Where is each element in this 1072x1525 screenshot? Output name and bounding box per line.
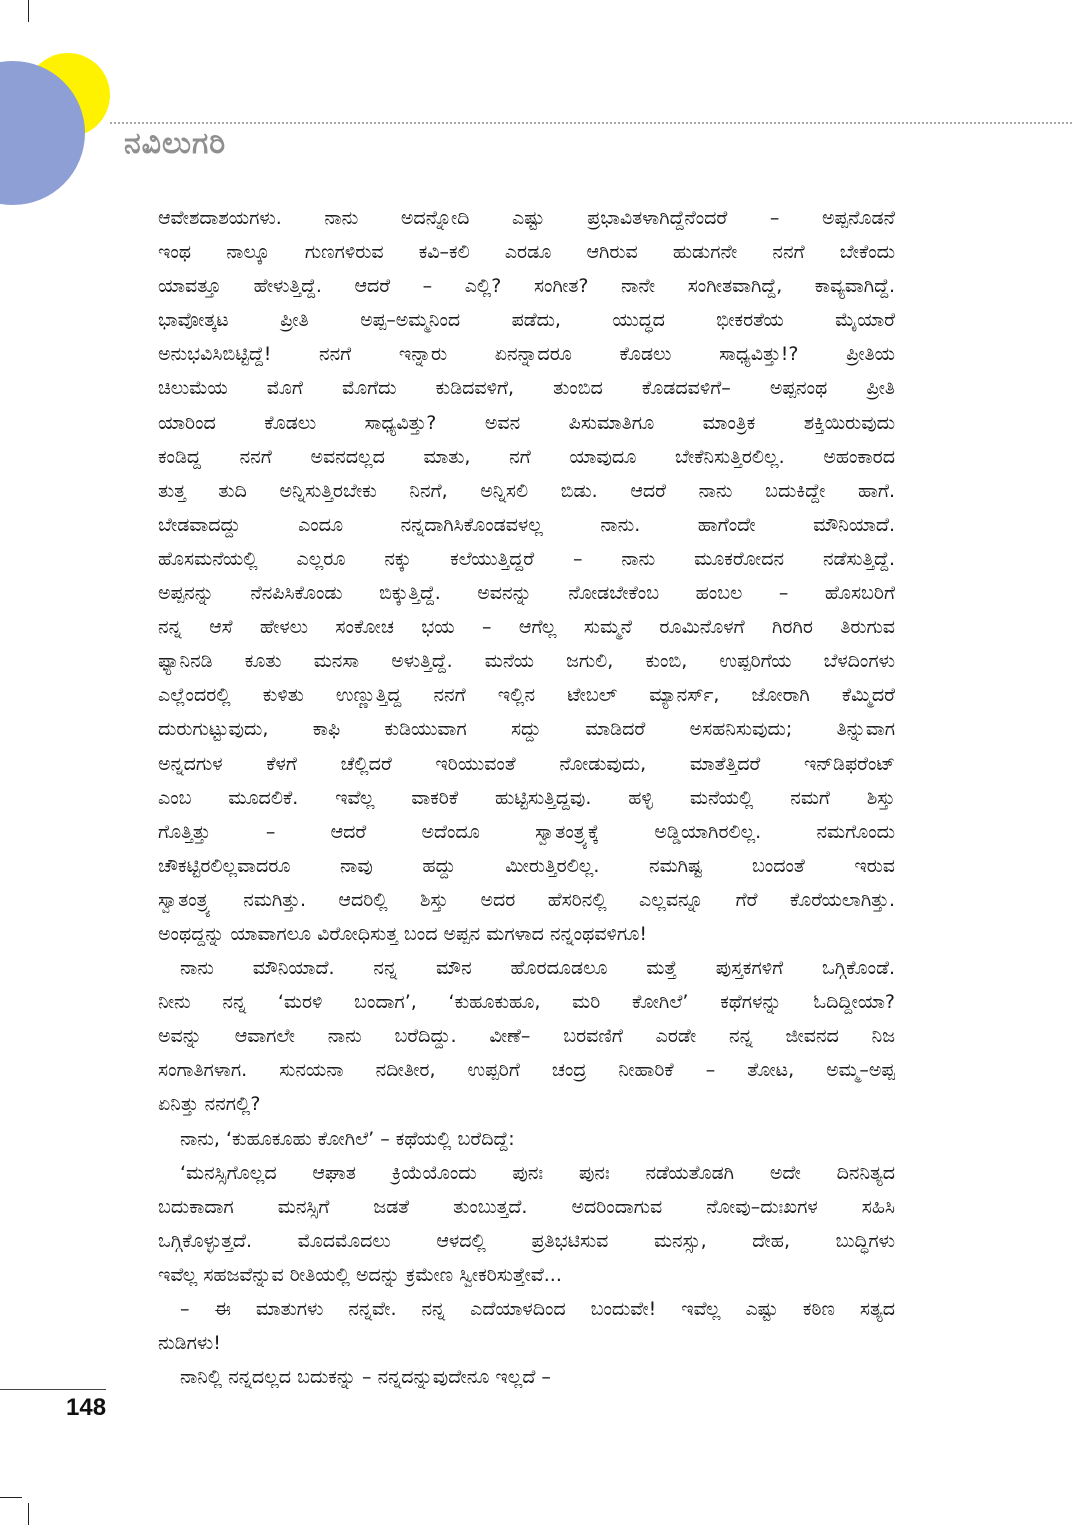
text-line: ಆವೇಶದಾಶಯಗಳು. ನಾನು ಅದನ್ನೋದಿ ಎಷ್ಟು ಪ್ರಭಾವಿತಳಾಗಿದ್ದೆನೆಂದರೆ – ಅಪ್ಪನೊಡನೆ [158, 207, 895, 229]
text-line: ಎಂಬ ಮೂದಲಿಕೆ. ಇವೆಲ್ಲ ವಾಕರಿಕೆ ಹುಟ್ಟಿಸುತ್ತಿದ್ದವು. ಹಳ್ಳಿ ಮನೆಯಲ್ಲಿ ನಮಗೆ ಶಿಸ್ತು [158, 786, 895, 809]
text-line: ಅಂಥದ್ದನ್ನು ಯಾವಾಗಲೂ ವಿರೋಧಿಸುತ್ತ ಬಂದ ಅಪ್ಪನ ಮಗಳಾದ ನನ್ನಂಥವಳಿಗೂ! [158, 922, 647, 945]
page-number-rule [0, 1389, 106, 1390]
paragraph [158, 951, 895, 1121]
text-line: ಯಾವತ್ತೂ ಹೇಳುತ್ತಿದ್ದೆ. ಆದರೆ – ಎಲ್ಲಿ? ಸಂಗೀತ? ನಾನೇ ಸಂಗೀತವಾಗಿದ್ದೆ, ಕಾವ್ಯವಾಗಿದ್ದೆ. [158, 275, 895, 298]
crop-mark-top-left [28, 0, 29, 22]
text-line: ದುರುಗುಟ್ಟುವುದು, ಕಾಫಿ ಕುಡಿಯುವಾಗ ಸದ್ದು ಮಾಡಿದರೆ ಅಸಹನಿಸುವುದು; ತಿನ್ನುವಾಗ [158, 718, 895, 741]
page-number: 148 [66, 1394, 107, 1421]
crop-mark-bottom-left-v [28, 1503, 29, 1525]
text-line: ಇಂಥ ನಾಲ್ಕೂ ಗುಣಗಳಿರುವ ಕವಿ–ಕಲಿ ಎರಡೂ ಆಗಿರುವ ಹುಡುಗನೇ ನನಗೆ ಬೇಕೆಂದು [158, 241, 895, 264]
text-line: ಸ್ವಾತಂತ್ರ್ಯ ನಮಗಿತ್ತು. ಆದರಿಲ್ಲಿ ಶಿಸ್ತು ಅದರ ಹೆಸರಿನಲ್ಲಿ ಎಲ್ಲವನ್ನೂ ಗೆರೆ ಕೊರೆಯಲಾಗಿತ್ತು. [158, 888, 895, 911]
text-line: ಎಲ್ಲೆಂದರಲ್ಲಿ ಕುಳಿತು ಉಣ್ಣುತ್ತಿದ್ದ ನನಗೆ ಇಲ್ಲಿನ ಟೇಬಲ್ ಮ್ಯಾನರ್ಸ್, ಜೋರಾಗಿ ಕೆಮ್ಮಿದರೆ [158, 684, 895, 707]
paragraph [158, 1292, 895, 1360]
text-line: ನಾನು, ‘ಕುಹೂಕೂಹು ಕೋಗಿಲೆ’ – ಕಥೆಯಲ್ಲಿ ಬರೆದಿದ್ದೆ: [180, 1127, 515, 1150]
text-line: ಹೊಸಮನೆಯಲ್ಲಿ ಎಲ್ಲರೂ ನಕ್ಕು ಕಲೆಯುತ್ತಿದ್ದರೆ – ನಾನು ಮೂಕರೋದನ ನಡೆಸುತ್ತಿದ್ದೆ. [158, 547, 895, 570]
text-line: ಕಂಡಿದ್ದ ನನಗೆ ಅವನದಲ್ಲದ ಮಾತು, ನಗೆ ಯಾವುದೂ ಬೇಕೆನಿಸುತ್ತಿರಲಿಲ್ಲ. ಅಹಂಕಾರದ [158, 445, 895, 468]
text-line: ನಾನು ಮೌನಿಯಾದೆ. ನನ್ನ ಮೌನ ಹೊರದೂಡಲೂ ಮತ್ತೆ ಪುಸ್ತಕಗಳಿಗೆ ಒಗ್ಗಿಕೊಂಡೆ. [180, 957, 895, 980]
text-line: ‘ಮನಸ್ಸಿಗೊಲ್ಲದ ಆಘಾತ ಕ್ರಿಯೆಯೊಂದು ಪುನಃ ಪುನಃ ನಡೆಯತೊಡಗಿ ಅದೇ ದಿನನಿತ್ಯದ [180, 1161, 895, 1184]
text-line: ಯಾರಿಂದ ಕೊಡಲು ಸಾಧ್ಯವಿತ್ತು? ಅವನ ಪಿಸುಮಾತಿಗೂ ಮಾಂತ್ರಿಕ ಶಕ್ತಿಯಿರುವುದು [158, 411, 895, 434]
text-line: ಗೊತ್ತಿತ್ತು – ಆದರೆ ಅದೆಂದೂ ಸ್ವಾತಂತ್ರ್ಯಕ್ಕೆ ಅಡ್ಡಿಯಾಗಿರಲಿಲ್ಲ. ನಮಗೊಂದು [158, 820, 895, 843]
text-line: ನೀನು ನನ್ನ ‘ಮರಳಿ ಬಂದಾಗ’, ‘ಕುಹೂಕುಹೂ, ಮರಿ ಕೋಗಿಲೆ’ ಕಥೆಗಳನ್ನು ಓದಿದ್ದೀಯಾ? [158, 991, 895, 1014]
text-line: ಅವನ್ನು ಆವಾಗಲೇ ನಾನು ಬರೆದಿದ್ದು. ವೀಣೆ– ಬರವಣಿಗೆ ಎರಡೇ ನನ್ನ ಜೀವನದ ನಿಜ [158, 1025, 895, 1048]
paragraph [158, 1360, 895, 1394]
text-line: – ಈ ಮಾತುಗಳು ನನ್ನವೇ. ನನ್ನ ಎದೆಯಾಳದಿಂದ ಬಂದುವೇ! ಇವೆಲ್ಲ ಎಷ್ಟು ಕಠಿಣ ಸತ್ಯದ [180, 1298, 895, 1320]
text-line: ಇವೆಲ್ಲ ಸಹಜವೆನ್ನುವ ರೀತಿಯಲ್ಲಿ ಅದನ್ನು ಕ್ರಮೇಣ ಸ್ವೀಕರಿಸುತ್ತೇವೆ... [158, 1263, 562, 1286]
text-line: ಫ್ಯಾನಿನಡಿ ಕೂತು ಮನಸಾ ಅಳುತ್ತಿದ್ದೆ. ಮನೆಯ ಜಗುಲಿ, ಕುಂಬಿ, ಉಪ್ಪರಿಗೆಯ ಬೆಳದಿಂಗಳು [158, 650, 895, 673]
text-line: ನನ್ನ ಆಸೆ ಹೇಳಲು ಸಂಕೋಚ ಭಯ – ಆಗೆಲ್ಲ ಸುಮ್ಮನೆ ರೂಮಿನೊಳಗೆ ಗಿರಗಿರ ತಿರುಗುವ [158, 616, 895, 639]
text-line: ಅನುಭವಿಸಿಬಿಟ್ಟಿದ್ದೆ! ನನಗೆ ಇನ್ನಾರು ಏನನ್ನಾದರೂ ಕೊಡಲು ಸಾಧ್ಯವಿತ್ತು!? ಪ್ರೀತಿಯ [158, 343, 895, 366]
text-line: ನಾನಿಲ್ಲಿ ನನ್ನದಲ್ಲದ ಬದುಕನ್ನು – ನನ್ನದನ್ನುವುದೇನೂ ಇಲ್ಲದೆ – [180, 1366, 551, 1389]
paragraph [158, 1122, 895, 1156]
text-line: ಚೌಕಟ್ಟಿರಲಿಲ್ಲವಾದರೂ ನಾವು ಹದ್ದು ಮೀರುತ್ತಿರಲಿಲ್ಲ. ನಮಗಿಷ್ಟ ಬಂದಂತೆ ಇರುವ [158, 854, 895, 877]
text-line: ಚಿಲುಮೆಯ ಮೊಗೆ ಮೊಗೆದು ಕುಡಿದವಳಿಗೆ, ತುಂಬಿದ ಕೊಡದವಳಿಗೆ– ಅಪ್ಪನಂಥ ಪ್ರೀತಿ [158, 377, 895, 400]
text-line: ಭಾವೋತ್ಕಟ ಪ್ರೀತಿ ಅಪ್ಪ–ಅಮ್ಮನಿಂದ ಪಡೆದು, ಯುದ್ಧದ ಭೀಕರತೆಯ ಮೈಯಾರೆ [158, 309, 895, 332]
paragraph [158, 1156, 895, 1292]
crop-mark-bottom-left-h [0, 1497, 22, 1498]
paragraph [158, 201, 895, 951]
header-dotted-rule [110, 122, 1072, 124]
text-line: ಏನಿತ್ತು ನನಗಲ್ಲಿ? [158, 1093, 261, 1116]
text-line: ತುತ್ತ ತುದಿ ಅನ್ನಿಸುತ್ತಿರಬೇಕು ನಿನಗೆ, ಅನ್ನಿಸಲಿ ಬಿಡು. ಆದರೆ ನಾನು ಬದುಕಿದ್ದೇ ಹಾಗೆ. [158, 479, 895, 502]
text-line: ಒಗ್ಗಿಕೊಳ್ಳುತ್ತದೆ. ಮೊದಮೊದಲು ಆಳದಲ್ಲಿ ಪ್ರತಿಭಟಿಸುವ ಮನಸ್ಸು, ದೇಹ, ಬುದ್ಧಿಗಳು [158, 1229, 895, 1252]
text-line: ಬೇಡವಾದದ್ದು ಎಂದೂ ನನ್ನದಾಗಿಸಿಕೊಂಡವಳಲ್ಲ ನಾನು. ಹಾಗೆಂದೇ ಮೌನಿಯಾದೆ. [158, 513, 895, 536]
running-header-title: ನವಿಲುಗರಿ [124, 126, 227, 161]
text-line: ಸಂಗಾತಿಗಳಾಗ. ಸುನಯನಾ ನದೀತೀರ, ಉಪ್ಪರಿಗೆ ಚಂದ್ರ ನೀಹಾರಿಕೆ – ತೋಟ, ಅಮ್ಮ–ಅಪ್ಪ [158, 1059, 895, 1082]
text-line: ಬದುಕಾದಾಗ ಮನಸ್ಸಿಗೆ ಜಡತೆ ತುಂಬುತ್ತದೆ. ಅದರಿಂದಾಗುವ ನೋವು–ದುಃಖಗಳ ಸಹಿಸಿ [158, 1195, 895, 1218]
body-text [158, 201, 895, 1394]
text-line: ನುಡಿಗಳು! [158, 1332, 221, 1355]
text-line: ಅನ್ನದಗುಳ ಕೆಳಗೆ ಚೆಲ್ಲಿದರೆ ಇರಿಯುವಂತೆ ನೋಡುವುದು, ಮಾತೆತ್ತಿದರೆ ಇನ್‌ಡಿಫರೆಂಟ್ [158, 752, 895, 775]
text-line: ಅಪ್ಪನನ್ನು ನೆನಪಿಸಿಕೊಂಡು ಬಿಕ್ಕುತ್ತಿದ್ದೆ. ಅವನನ್ನು ನೋಡಬೇಕೆಂಬ ಹಂಬಲ – ಹೊಸಬರಿಗೆ [158, 582, 895, 605]
